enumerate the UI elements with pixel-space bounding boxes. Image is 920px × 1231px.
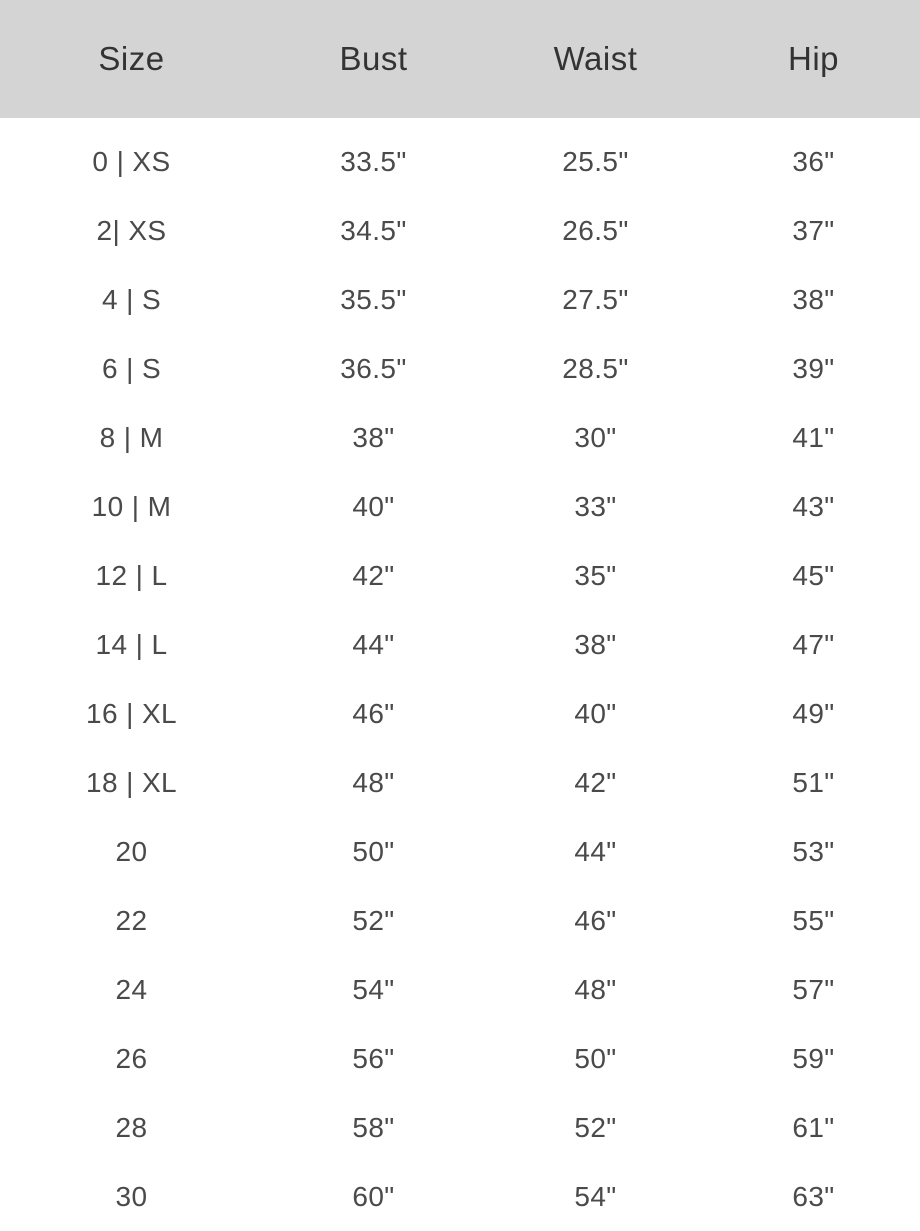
cell-waist: 25.5" [562, 145, 629, 177]
cell-bust: 46" [352, 697, 395, 729]
cell-size: 18 | XL [85, 766, 178, 798]
cell-bust: 58" [352, 1111, 395, 1143]
cell-hip: 36" [792, 145, 835, 177]
cell-size: 10 | M [91, 490, 172, 522]
table-row [0, 679, 920, 748]
table-row [0, 541, 920, 610]
cell-waist: 35" [574, 559, 617, 591]
cell-hip: 53" [792, 835, 835, 867]
cell-waist: 44" [574, 835, 617, 867]
cell-waist: 52" [574, 1111, 617, 1143]
cell-waist: 50" [574, 1042, 617, 1074]
table-row [0, 118, 920, 196]
table-row [0, 817, 920, 886]
table-row [0, 610, 920, 679]
cell-bust: 48" [352, 766, 395, 798]
cell-bust: 35.5" [340, 283, 407, 315]
table-body [0, 118, 920, 1231]
cell-waist: 40" [574, 697, 617, 729]
cell-bust: 40" [352, 490, 395, 522]
cell-size: 2| XS [96, 214, 167, 246]
cell-bust: 60" [352, 1180, 395, 1212]
cell-waist: 26.5" [562, 214, 629, 246]
cell-size: 20 [115, 835, 148, 867]
cell-hip: 43" [792, 490, 835, 522]
table-header [0, 0, 920, 118]
table-row [0, 886, 920, 955]
cell-hip: 55" [792, 904, 835, 936]
column-header-bust: Bust [339, 40, 408, 77]
table-row [0, 748, 920, 817]
table-row [0, 1024, 920, 1093]
table-row [0, 1093, 920, 1162]
table-header-row [0, 0, 920, 118]
cell-waist: 38" [574, 628, 617, 660]
cell-bust: 42" [352, 559, 395, 591]
cell-hip: 39" [792, 352, 835, 384]
cell-bust: 36.5" [340, 352, 407, 384]
cell-size: 30 [115, 1180, 148, 1212]
cell-size: 22 [115, 904, 148, 936]
cell-waist: 30" [574, 421, 617, 453]
cell-waist: 54" [574, 1180, 617, 1212]
cell-waist: 48" [574, 973, 617, 1005]
table-row [0, 1162, 920, 1231]
table-row [0, 334, 920, 403]
cell-bust: 33.5" [340, 145, 407, 177]
table-row [0, 403, 920, 472]
cell-size: 8 | M [99, 421, 164, 453]
table-row [0, 196, 920, 265]
cell-hip: 45" [792, 559, 835, 591]
cell-size: 16 | XL [85, 697, 178, 729]
cell-waist: 33" [574, 490, 617, 522]
cell-size: 0 | XS [92, 145, 171, 177]
cell-bust: 50" [352, 835, 395, 867]
cell-hip: 61" [792, 1111, 835, 1143]
cell-hip: 51" [792, 766, 835, 798]
cell-hip: 59" [792, 1042, 835, 1074]
cell-size: 6 | S [101, 352, 162, 384]
cell-bust: 54" [352, 973, 395, 1005]
cell-size: 28 [115, 1111, 148, 1143]
cell-bust: 44" [352, 628, 395, 660]
cell-bust: 56" [352, 1042, 395, 1074]
column-header-hip: Hip [787, 40, 840, 77]
cell-waist: 46" [574, 904, 617, 936]
cell-size: 26 [115, 1042, 148, 1074]
cell-hip: 38" [792, 283, 835, 315]
cell-waist: 28.5" [562, 352, 629, 384]
cell-bust: 52" [352, 904, 395, 936]
cell-waist: 27.5" [562, 283, 629, 315]
cell-hip: 57" [792, 973, 835, 1005]
cell-size: 24 [115, 973, 148, 1005]
cell-bust: 34.5" [340, 214, 407, 246]
cell-size: 4 | S [101, 283, 162, 315]
table-row [0, 472, 920, 541]
cell-hip: 41" [792, 421, 835, 453]
table-row [0, 955, 920, 1024]
column-header-size: Size [98, 40, 165, 77]
cell-waist: 42" [574, 766, 617, 798]
cell-bust: 38" [352, 421, 395, 453]
table-row [0, 265, 920, 334]
column-header-waist: Waist [553, 40, 638, 77]
cell-hip: 47" [792, 628, 835, 660]
cell-size: 14 | L [95, 628, 168, 660]
cell-hip: 49" [792, 697, 835, 729]
cell-hip: 37" [792, 214, 835, 246]
cell-hip: 63" [792, 1180, 835, 1212]
cell-size: 12 | L [95, 559, 168, 591]
